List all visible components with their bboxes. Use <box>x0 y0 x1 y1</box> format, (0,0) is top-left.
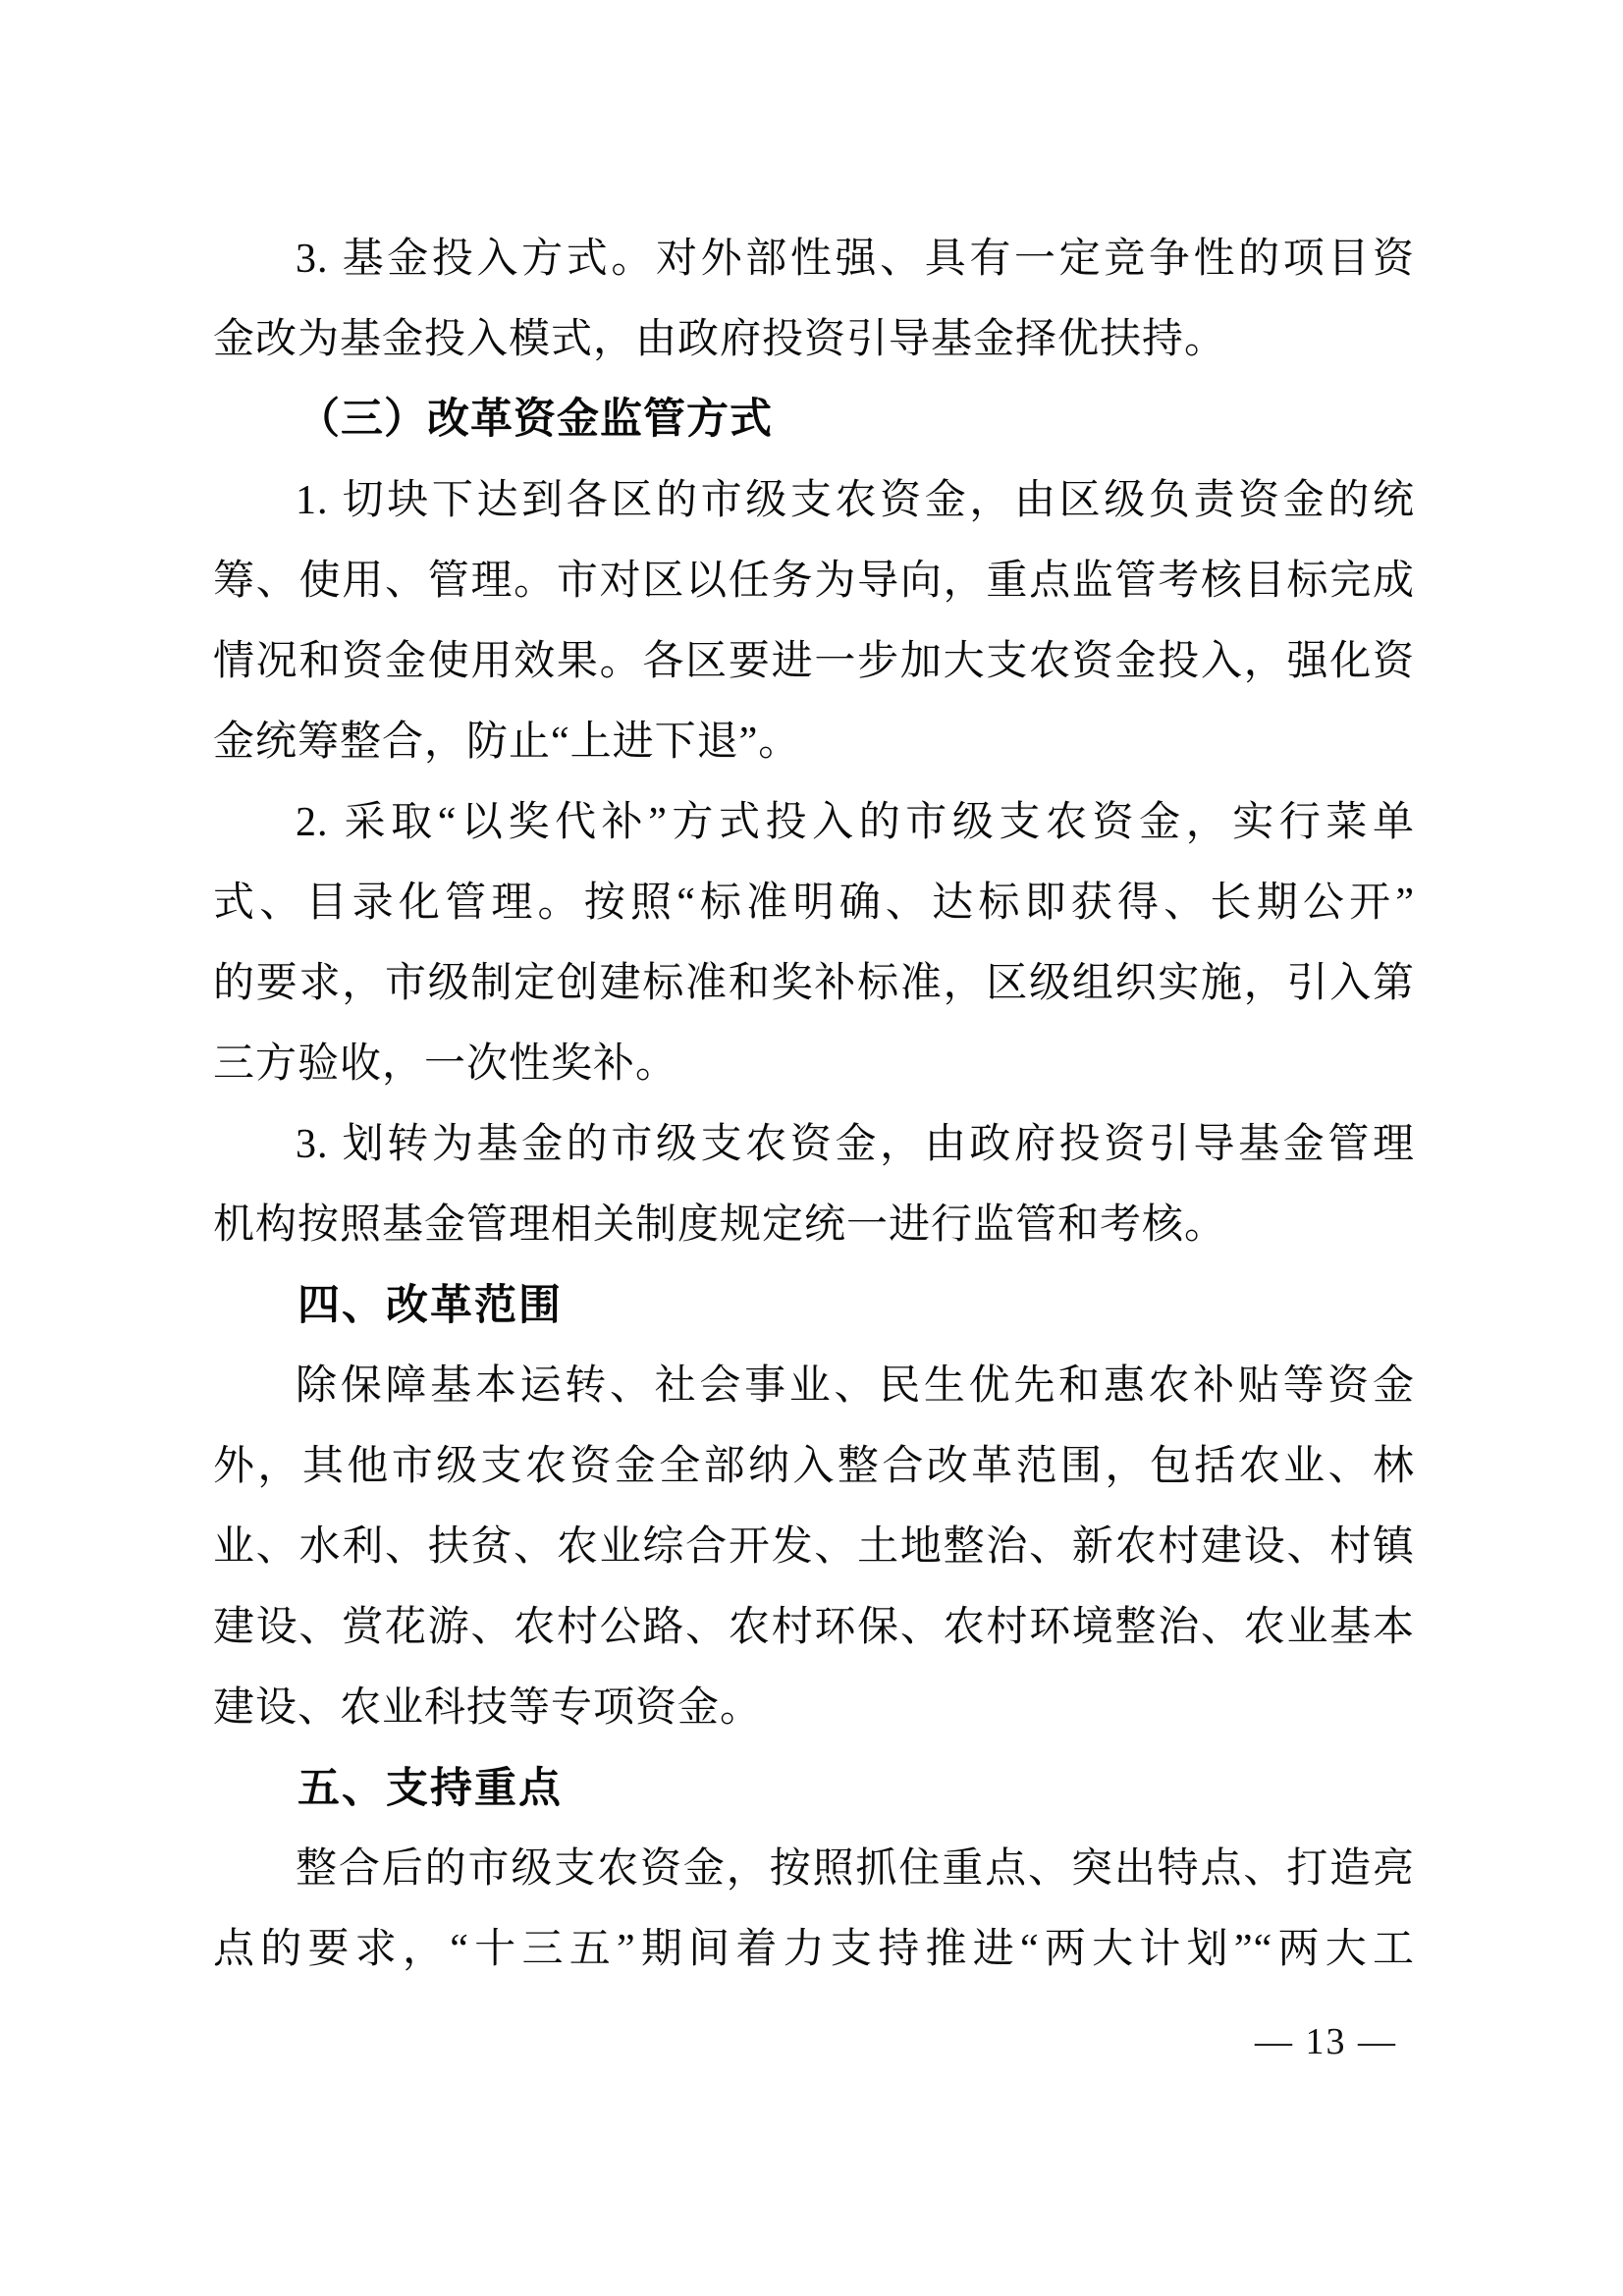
paragraph-reform-scope <box>213 1346 1415 1748</box>
text-line: 的要求，市级制定创建标准和奖补标准，区级组织实施，引入第 <box>213 961 1415 1006</box>
paragraph-supervision-block-grant <box>213 460 1415 782</box>
text-line: 机构按照基金管理相关制度规定统一进行监管和考核。 <box>213 1202 1227 1248</box>
document-body <box>213 219 1415 1990</box>
text-line: 整合后的市级支农资金，按照抓住重点、突出特点、打造亮 <box>296 1846 1415 1892</box>
paragraph-award-instead-of-subsidy <box>213 782 1415 1104</box>
paragraph-support-focus <box>213 1829 1415 1990</box>
text-line: 业、水利、扶贫、农业综合开发、土地整治、新农村建设、村镇 <box>213 1524 1415 1570</box>
text-line: 建设、农业科技等专项资金。 <box>213 1685 763 1731</box>
page-number: — 13 — <box>1255 2021 1397 2062</box>
text-line: 2. 采取“以奖代补”方式投入的市级支农资金，实行菜单 <box>296 800 1415 845</box>
text-line: 建设、赏花游、农村公路、农村环保、农村环境整治、农业基本 <box>213 1605 1415 1650</box>
section-heading-support-focus: 五、支持重点 <box>298 1765 563 1812</box>
text-line: 式、目录化管理。按照“标准明确、达标即获得、长期公开” <box>213 881 1415 926</box>
text-line: 情况和资金使用效果。各区要进一步加大支农资金投入，强化资 <box>213 639 1415 684</box>
text-line: 除保障基本运转、社会事业、民生优先和惠农补贴等资金 <box>296 1363 1415 1409</box>
paragraph-fund-transfer-supervision <box>213 1104 1415 1265</box>
text-line: 金统筹整合，防止“上进下退”。 <box>213 720 801 765</box>
text-line: 外，其他市级支农资金全部纳入整合改革范围，包括农业、林 <box>213 1444 1415 1489</box>
section-heading-reform-scope: 四、改革范围 <box>298 1282 563 1329</box>
text-line: 筹、使用、管理。市对区以任务为导向，重点监管考核目标完成 <box>213 559 1415 604</box>
text-line: 1. 切块下达到各区的市级支农资金，由区级负责资金的统 <box>296 478 1415 523</box>
section-heading-reform-supervision: （三）改革资金监管方式 <box>298 397 773 443</box>
paragraph-fund-input-mode <box>213 219 1415 380</box>
text-line: 点的要求，“十三五”期间着力支持推进“两大计划”“两大工 <box>213 1927 1415 1972</box>
text-line: 3. 划转为基金的市级支农资金，由政府投资引导基金管理 <box>296 1122 1415 1167</box>
text-line: 3. 基金投入方式。对外部性强、具有一定竞争性的项目资 <box>296 237 1415 282</box>
text-line: 三方验收，一次性奖补。 <box>213 1041 678 1087</box>
text-line: 金改为基金投入模式，由政府投资引导基金择优扶持。 <box>213 317 1227 362</box>
